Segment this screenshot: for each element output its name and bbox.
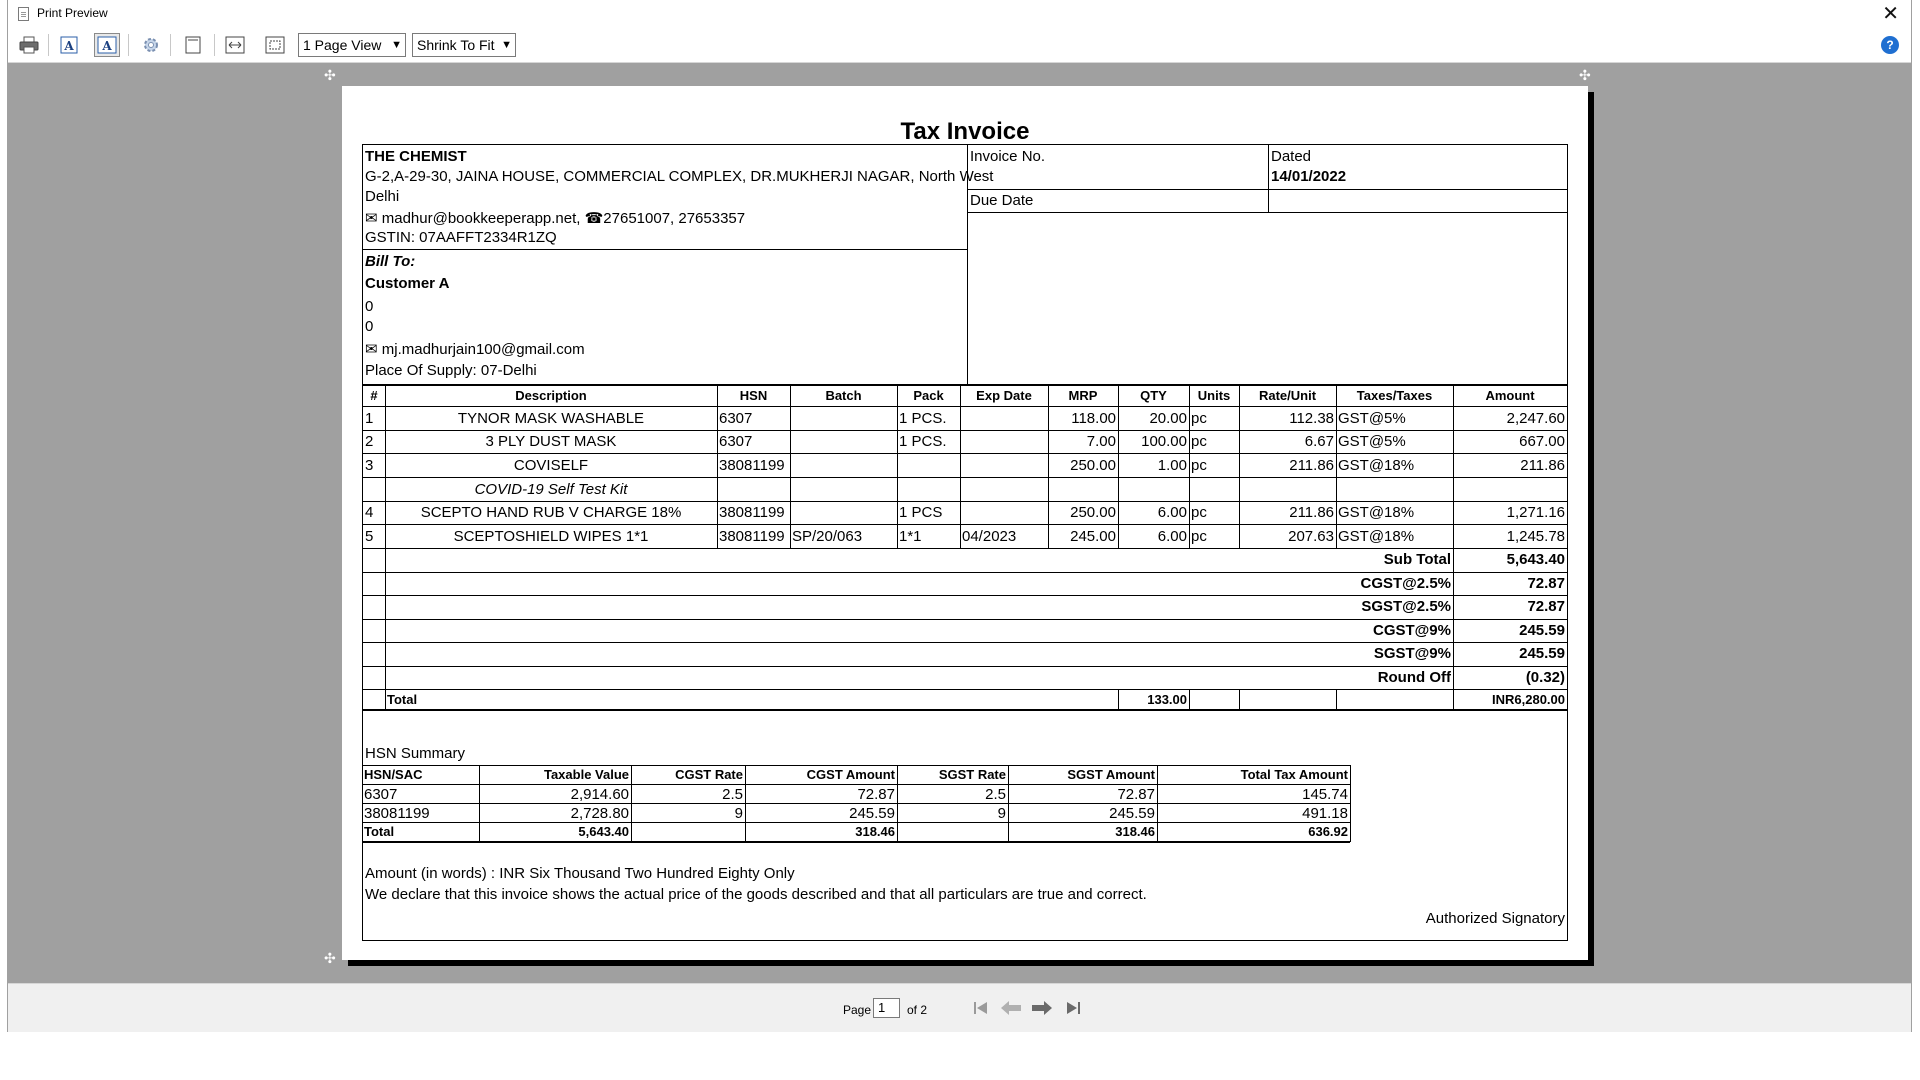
hsn-cell: 245.59: [1109, 805, 1155, 822]
hsn-cell: 636.92: [1308, 824, 1348, 839]
item-units-cell: pc: [1191, 457, 1207, 474]
hsn-cell: 9: [734, 805, 743, 822]
mail-icon: ✉: [365, 341, 382, 358]
item-no-cell: 3: [365, 457, 374, 474]
preview-area[interactable]: [8, 63, 1911, 983]
item-rate-cell: 207.63: [1288, 528, 1334, 545]
items-header-cell: MRP: [1068, 388, 1098, 403]
item-no-cell: 2: [365, 433, 374, 450]
print-icon: [19, 36, 39, 54]
first-page-icon: [971, 999, 991, 1017]
document-icon: [18, 7, 29, 21]
items-header-cell: Batch: [825, 388, 862, 403]
customer-name: Customer A: [365, 275, 450, 292]
summary-value: 5,643.40: [1506, 551, 1565, 568]
item-hsn-cell: 38081199: [719, 528, 785, 545]
svg-text:A: A: [102, 39, 112, 53]
chevron-down-icon: ▼: [501, 39, 512, 51]
hsn-header-cell: CGST Amount: [806, 767, 895, 782]
items-header-cell: QTY: [1140, 388, 1167, 403]
invoice-page: [342, 86, 1588, 960]
fit-width-button[interactable]: [222, 33, 248, 57]
page-view-value: 1 Page View: [303, 37, 382, 53]
item-hsn-cell: 38081199: [719, 504, 785, 521]
chevron-down-icon: ▼: [391, 39, 402, 51]
hsn-cell: 491.18: [1302, 805, 1348, 822]
previous-page-icon: [999, 999, 1023, 1017]
hsn-cell: 5,643.40: [578, 824, 629, 839]
items-header-cell: Amount: [1485, 388, 1535, 403]
print-button[interactable]: [16, 33, 42, 57]
page-label: Page: [843, 1003, 872, 1017]
summary-label: CGST@2.5%: [1360, 574, 1451, 592]
item-desc-cell: SCEPTOSHIELD WIPES 1*1: [453, 528, 649, 545]
summary-label: Sub Total: [1383, 551, 1451, 568]
hsn-cell: 245.59: [849, 805, 895, 822]
item-amount-cell: 1,245.78: [1506, 528, 1565, 545]
total-label: Total: [387, 692, 418, 707]
item-qty-cell: 100.00: [1141, 433, 1187, 450]
item-tax-cell: GST@18%: [1338, 504, 1415, 521]
hsn-cell: 2.5: [985, 786, 1006, 803]
page-count: of 2: [907, 1003, 928, 1017]
summary-value: (0.32): [1525, 668, 1565, 686]
declaration: We declare that this invoice shows the actual price of the goods described and that all particulars are true and correct.: [365, 886, 1147, 903]
due-date-label: Due Date: [970, 192, 1034, 209]
item-amount-cell: 667.00: [1519, 433, 1565, 450]
print-preview-window: [7, 0, 1912, 1032]
item-rate-cell: 6.67: [1304, 433, 1334, 450]
item-batch-cell: SP/20/063: [792, 528, 863, 545]
help-button[interactable]: ?: [1881, 36, 1899, 54]
fit-page-button[interactable]: [262, 33, 288, 57]
fit-width-icon: [225, 36, 245, 54]
next-page-button[interactable]: [1030, 997, 1054, 1019]
item-exp-cell: 04/2023: [962, 528, 1017, 545]
summary-label: SGST@2.5%: [1361, 598, 1451, 615]
hsn-cell: 2,728.80: [570, 805, 629, 822]
items-header-cell: Units: [1197, 388, 1231, 403]
customer-line-2: 0: [365, 318, 374, 335]
last-page-icon: [1063, 999, 1083, 1017]
item-desc-cell: COVID-19 Self Test Kit: [474, 481, 628, 498]
item-qty-cell: 6.00: [1157, 504, 1187, 521]
single-page-button[interactable]: [180, 33, 206, 57]
item-rate-cell: 211.86: [1289, 457, 1334, 474]
item-pack-cell: 1 PCS: [899, 504, 943, 521]
item-hsn-cell: 6307: [719, 410, 753, 427]
item-tax-cell: GST@18%: [1338, 528, 1415, 545]
item-units-cell: pc: [1191, 504, 1207, 521]
item-mrp-cell: 245.00: [1070, 528, 1116, 545]
hsn-header-cell: HSN/SAC: [364, 767, 423, 782]
item-amount-cell: 1,271.16: [1506, 504, 1565, 521]
title-bar: [8, 0, 1911, 28]
page-number-input[interactable]: 1: [873, 998, 900, 1018]
hsn-cell: 318.46: [1115, 824, 1155, 839]
item-tax-cell: GST@18%: [1338, 457, 1415, 474]
item-rate-cell: 112.38: [1289, 410, 1334, 427]
items-header-cell: HSN: [739, 388, 768, 403]
zoom-value: Shrink To Fit: [417, 37, 495, 53]
item-hsn-cell: 6307: [719, 433, 753, 450]
summary-label: Round Off: [1377, 668, 1451, 686]
item-mrp-cell: 118.00: [1071, 410, 1116, 427]
hsn-cell: 2.5: [722, 786, 743, 803]
item-no-cell: 5: [365, 528, 374, 545]
item-desc-cell: SCEPTO HAND RUB V CHARGE 18%: [420, 504, 682, 521]
item-amount-cell: 211.86: [1520, 457, 1565, 474]
hsn-cell: 2,914.60: [570, 786, 629, 803]
customer-email: ✉ mj.madhurjain100@gmail.com: [365, 341, 585, 358]
previous-page-button[interactable]: [999, 997, 1023, 1019]
font-button[interactable]: [56, 33, 82, 57]
seller-address-city: Delhi: [365, 188, 400, 205]
summary-value: 245.59: [1519, 621, 1565, 639]
next-page-icon: [1030, 999, 1054, 1017]
item-units-cell: pc: [1191, 528, 1207, 545]
seller-name: THE CHEMIST: [365, 148, 467, 165]
item-mrp-cell: 250.00: [1070, 457, 1116, 474]
hsn-header-cell: Taxable Value: [543, 767, 629, 782]
fit-page-icon: [265, 36, 285, 54]
last-page-button[interactable]: [1061, 997, 1085, 1019]
close-button[interactable]: ✕: [1882, 3, 1899, 25]
font-box-button[interactable]: [94, 33, 120, 57]
invoice-title: Tax Invoice: [900, 118, 1030, 145]
item-units-cell: pc: [1191, 433, 1207, 450]
item-desc-cell: TYNOR MASK WASHABLE: [457, 410, 645, 427]
first-page-button[interactable]: [969, 997, 993, 1019]
hsn-cell: 6307: [364, 786, 398, 803]
summary-value: 72.87: [1527, 598, 1565, 615]
item-pack-cell: 1 PCS.: [899, 433, 947, 450]
item-desc-cell: 3 PLY DUST MASK: [485, 433, 617, 450]
hsn-header-cell: SGST Amount: [1067, 767, 1155, 782]
zoom-select[interactable]: [412, 33, 516, 57]
hsn-cell: 38081199: [364, 805, 430, 822]
window-title: Print Preview: [37, 6, 108, 20]
margin-handle-icon[interactable]: ✣: [1579, 67, 1591, 83]
customer-line-1: 0: [365, 298, 374, 315]
dated-label: Dated: [1271, 148, 1312, 165]
toolbar: [8, 28, 1911, 63]
item-pack-cell: 1 PCS.: [899, 410, 947, 427]
hsn-summary-title: HSN Summary: [365, 745, 466, 762]
items-header-cell: #: [370, 388, 378, 403]
summary-value: 245.59: [1519, 645, 1565, 662]
item-rate-cell: 211.86: [1289, 504, 1334, 521]
single-page-icon: [184, 36, 202, 54]
font-box-icon: [97, 36, 117, 54]
dated-value: 14/01/2022: [1271, 168, 1347, 185]
item-mrp-cell: 250.00: [1070, 504, 1116, 521]
settings-button[interactable]: [138, 33, 164, 57]
hsn-header-cell: CGST Rate: [675, 767, 743, 782]
status-bar: [8, 983, 1911, 1032]
hsn-cell: 145.74: [1302, 786, 1348, 803]
authorized-signatory: Authorized Signatory: [1425, 910, 1565, 927]
items-header-cell: Description: [515, 388, 587, 403]
margin-handle-icon[interactable]: ✣: [324, 950, 336, 966]
item-no-cell: 1: [365, 410, 374, 427]
gear-icon: [142, 36, 160, 54]
summary-label: CGST@9%: [1373, 621, 1451, 639]
item-tax-cell: GST@5%: [1338, 433, 1406, 450]
item-pack-cell: 1*1: [899, 528, 922, 545]
seller-gstin: GSTIN: 07AAFFT2334R1ZQ: [365, 229, 557, 246]
place-of-supply: Place Of Supply: 07-Delhi: [365, 362, 537, 379]
summary-value: 72.87: [1527, 574, 1565, 592]
summary-label: SGST@9%: [1373, 645, 1451, 662]
total-amount: INR6,280.00: [1492, 692, 1565, 707]
mail-icon: ✉: [365, 210, 382, 227]
hsn-header-cell: Total Tax Amount: [1240, 767, 1348, 782]
hsn-cell: 72.87: [1117, 786, 1155, 803]
item-qty-cell: 20.00: [1149, 410, 1187, 427]
font-icon: [60, 36, 78, 54]
margin-handle-icon[interactable]: ✣: [324, 67, 336, 83]
seller-address: G-2,A-29-30, JAINA HOUSE, COMMERCIAL COMPLEX, DR.MUKHERJI NAGAR, North West: [365, 168, 994, 185]
hsn-cell: Total: [364, 824, 395, 839]
svg-text:A: A: [64, 39, 74, 53]
invoice-no-label: Invoice No.: [970, 148, 1046, 165]
hsn-cell: 9: [997, 805, 1006, 822]
item-qty-cell: 6.00: [1157, 528, 1187, 545]
seller-contact: ✉ madhur@bookkeeperapp.net, ☎27651007, 27653357: [365, 210, 746, 227]
hsn-header-cell: SGST Rate: [938, 767, 1006, 782]
hsn-cell: 318.46: [855, 824, 895, 839]
items-header-cell: Rate/Unit: [1258, 388, 1317, 403]
invoice-frame: [362, 144, 1568, 941]
item-desc-cell: COVISELF: [513, 457, 589, 474]
items-header-cell: Taxes/Taxes: [1356, 388, 1433, 403]
amount-in-words: Amount (in words) : INR Six Thousand Two Hundred Eighty Only: [365, 865, 795, 882]
item-qty-cell: 1.00: [1157, 457, 1187, 474]
items-header-cell: Exp Date: [976, 388, 1032, 403]
item-tax-cell: GST@5%: [1338, 410, 1406, 427]
item-hsn-cell: 38081199: [719, 457, 785, 474]
item-amount-cell: 2,247.60: [1506, 410, 1565, 427]
total-qty: 133.00: [1147, 692, 1187, 707]
hsn-cell: 72.87: [857, 786, 895, 803]
items-header-cell: Pack: [913, 388, 944, 403]
item-no-cell: 4: [365, 504, 374, 521]
page-view-select[interactable]: [298, 33, 406, 57]
item-units-cell: pc: [1191, 410, 1207, 427]
bill-to-label: Bill To:: [365, 253, 416, 270]
item-mrp-cell: 7.00: [1086, 433, 1116, 450]
